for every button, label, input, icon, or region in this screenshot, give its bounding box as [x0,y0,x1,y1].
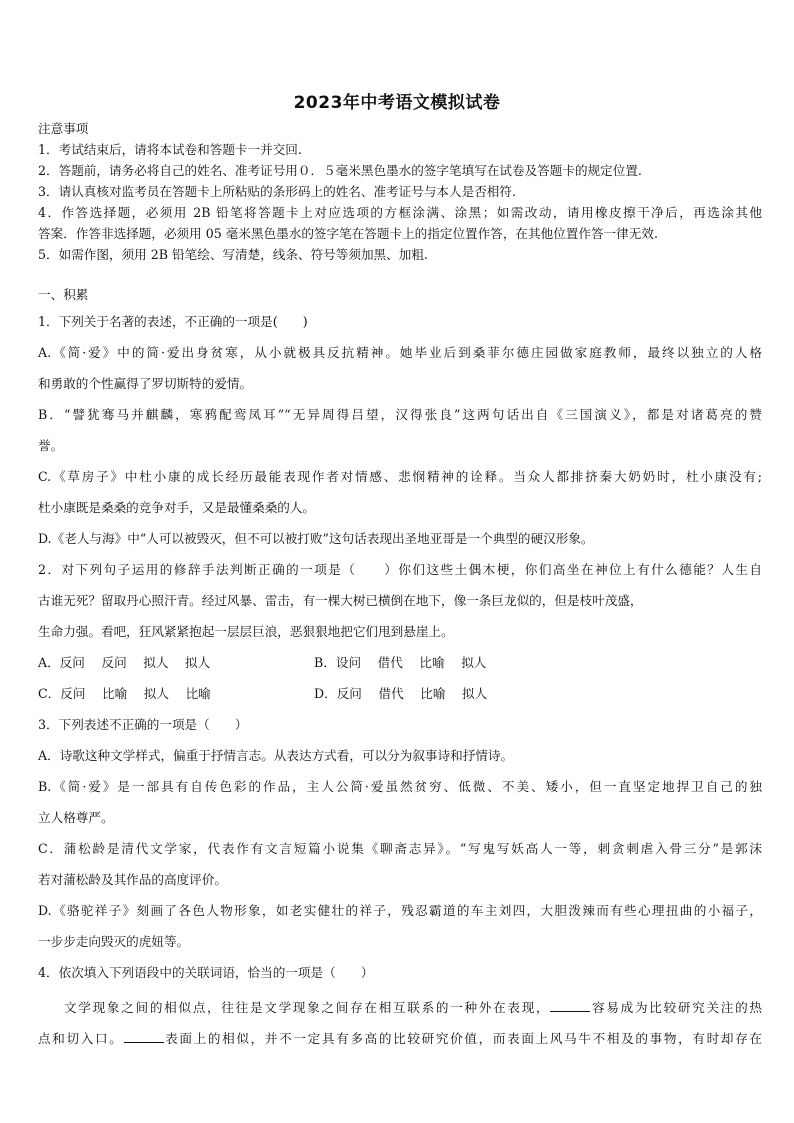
question-3-option-a: A．诗歌这种文学样式，偏重于抒情言志。从表达方式看，可以分为叙事诗和抒情诗。 [38,748,514,763]
notice-item: 2．答题前，请务必将自己的姓名、准考证号用０．５毫米黑色墨水的签字笔填写在试卷及答题卡的规定位置. [38,163,642,178]
notice-heading: 注意事项 [38,121,89,136]
question-1-option-b: B．“譬犹骞马并麒麟，寒鸦配鸾凤耳”“无异周得吕望，汉得张良”这两句话出自《三国演义》，都是对诸葛亮的赞 [38,407,762,422]
question-3-option-d: D.《骆驼祥子》刻画了各色人物形象，如老实健壮的祥子，残忍霸道的车主刘四，大胆泼辣而有些心理扭曲的小福子， [38,903,762,918]
question-3-option-d-cont: 一步步走向毁灭的虎妞等。 [38,934,190,949]
question-1-option-c-cont: 杜小康既是桑桑的竞争对手，又是最懂桑桑的人。 [38,500,316,515]
passage-text: 容易成为比较研究关注的热 [590,1000,763,1015]
section-heading: 一、积累 [38,287,89,302]
notice-item: 答案．作答非选择题，必须用 05 毫米黑色墨水的签字笔在答题卡上的指定位置作答，在其他位置作答一律无效. [38,226,658,241]
notice-item: 4．作答选择题，必须用 2B 铅笔将答题卡上对应选项的方框涂满、涂黑；如需改动，请用橡皮擦干净后，再选涂其他 [38,205,762,220]
question-2-stem-cont: 生命力强。看吧，狂风紧紧抱起一层层巨浪，恶狠狠地把它们甩到悬崖上。 [38,624,454,639]
question-1-option-a: A.《简·爱》中的简·爱出身贫寒，从小就极具反抗精神。她毕业后到桑菲尔德庄园做家庭教师，最终以独立的人格 [38,345,762,360]
question-1-option-c: C.《草房子》中杜小康的成长经历最能表现作者对情感、悲悯精神的诠释。当众人都排挤秦大奶奶时，杜小康没有; [38,469,762,484]
notice-item: 1．考试结束后，请将本试卷和答题卡一并交回. [38,142,302,157]
question-1-option-d: D.《老人与海》中“人可以被毁灭，但不可以被打败”这句话表现出圣地亚哥是一个典型的硬汉形象。 [38,531,594,546]
fill-blank [550,1000,590,1012]
question-4-passage-line [64,1000,762,1016]
fill-blank [124,1031,164,1043]
question-1-option-a-cont: 和勇敢的个性赢得了罗切斯特的爱情。 [38,376,253,391]
question-3-option-c: C．蒲松龄是清代文学家，代表作有文言短篇小说集《聊斋志异》。“写鬼写妖高人一等，刺贪刺虐入骨三分”是郭沫 [38,841,762,856]
document-title: 2023年中考语文模拟试卷 [293,93,501,113]
question-1-option-b-cont: 誉。 [38,438,64,453]
notice-item: 5．如需作图，须用 2B 铅笔绘、写清楚，线条、符号等须加黑、加粗. [38,247,428,262]
question-1-stem: 1．下列关于名著的表述，不正确的一项是( ) [38,314,308,329]
question-3-stem: 3．下列表述不正确的一项是（ ） [38,717,248,732]
question-2-stem: 2．对下列句子运用的修辞手法判断正确的一项是（ ）你们这些土偶木梗，你们高坐在神位上有什么德能？人生自 [38,562,762,577]
question-2-option-a: A．反问 反问 拟人 拟人 [38,655,211,670]
notice-item: 3．请认真核对监考员在答题卡上所粘贴的条形码上的姓名、准考证号与本人是否相符. [38,184,516,199]
question-2-option-c: C．反问 比喻 拟人 比喻 [38,686,211,701]
question-3-option-b: B.《简·爱》是一部具有自传色彩的作品，主人公简·爱虽然贫穷、低微、不美、矮小，但一直坚定地捍卫自己的独 [38,779,762,794]
question-2-stem-cont: 古谁无死？留取丹心照汗青。经过风暴、雷击，有一棵大树已横倒在地下，像一条巨龙似的，但是枝叶茂盛， [38,593,643,608]
question-3-option-c-cont: 若对蒲松龄及其作品的高度评价。 [38,872,227,887]
question-3-option-b-cont: 立人格尊严。 [38,810,114,825]
question-4-passage-line [38,1031,762,1047]
question-2-option-b: B．设问 借代 比喻 拟人 [314,655,487,670]
passage-text: 点和切入口。 [38,1031,124,1046]
passage-text: 表面上的相似，并不一定具有多高的比较研究价值，而表面上风马牛不相及的事物，有时却存在 [163,1031,762,1046]
question-2-option-d: D．反问 借代 比喻 拟人 [314,686,488,701]
question-4-stem: 4．依次填入下列语段中的关联词语，恰当的一项是（ ） [38,965,374,980]
passage-text: 文学现象之间的相似点，往往是文学现象之间存在相互联系的一种外在表现， [64,1000,551,1015]
